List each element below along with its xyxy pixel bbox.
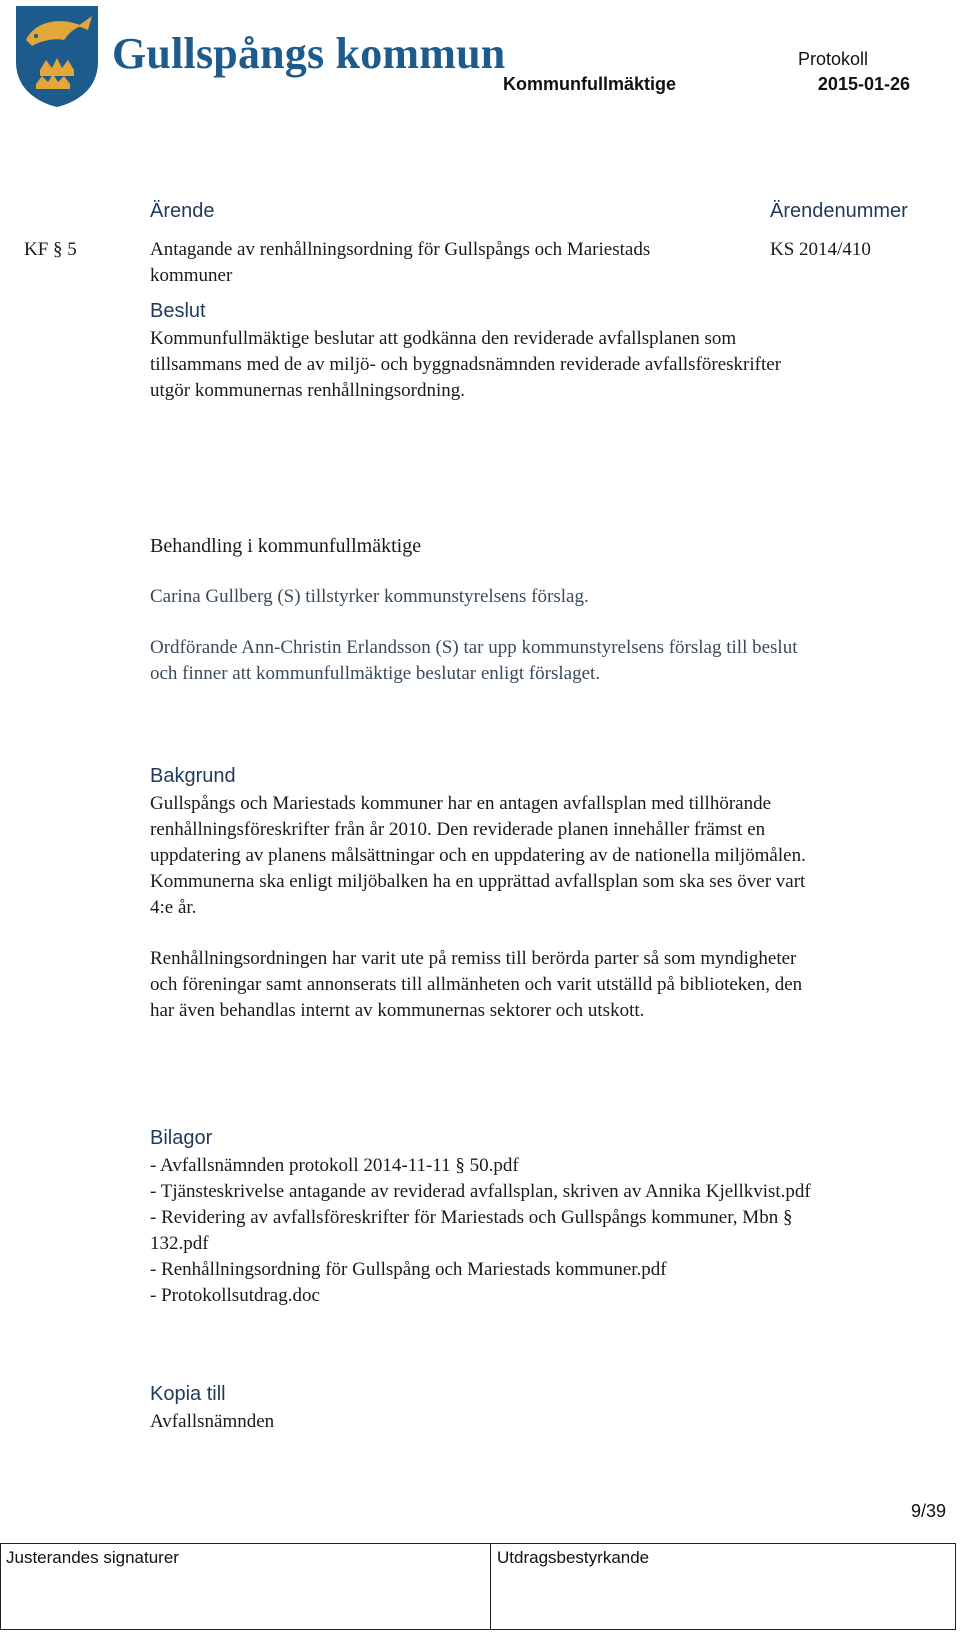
attachment-item: - Tjänsteskrivelse antagande av reviderad avfallsplan, skriven av Annika Kjellkvist.pdf	[150, 1181, 811, 1202]
text-line: Kommunfullmäktige beslutar att godkänna den reviderade avfallsplanen som	[150, 328, 737, 349]
behandling-heading: Behandling i kommunfullmäktige	[150, 535, 422, 557]
coat-of-arms-icon	[12, 4, 102, 108]
text-line: Kommunerna ska enligt miljöbalken ha en upprättad avfallsplan som ska ses över vart	[150, 871, 806, 892]
text-line: och finner att kommunfullmäktige beslutar enligt förslaget.	[150, 663, 601, 684]
case-number: KS 2014/410	[770, 239, 871, 260]
text-line: Ordförande Ann-Christin Erlandsson (S) tar upp kommunstyrelsens förslag till beslut	[150, 637, 798, 658]
bakgrund-para2	[150, 946, 920, 1024]
behandling-para1: Carina Gullberg (S) tillstyrker kommunstyrelsens förslag.	[150, 586, 589, 607]
kopia-heading: Kopia till	[150, 1383, 226, 1405]
beslut-heading: Beslut	[150, 300, 206, 322]
document-type: Protokoll	[797, 49, 868, 69]
text-line: Gullspångs och Mariestads kommuner har en antagen avfallsplan med tillhörande	[150, 793, 772, 814]
text-line: Renhållningsordningen har varit ute på remiss till berörda parter så som myndigheter	[150, 948, 797, 969]
attachment-item: - Revidering av avfallsföreskrifter för Mariestads och Gullspångs kommuner, Mbn §	[150, 1207, 793, 1228]
text-line: har även behandlas internt av kommunernas sektorer och utskott.	[150, 1000, 645, 1021]
bilagor-heading: Bilagor	[150, 1127, 213, 1149]
attachment-item: - Renhållningsordning för Gullspång och Mariestads kommuner.pdf	[150, 1259, 667, 1280]
text-line: utgör kommunernas renhållningsordning.	[150, 380, 466, 401]
signature-divider	[490, 1543, 491, 1630]
bilagor-list	[150, 1153, 920, 1309]
attachment-item: 132.pdf	[150, 1233, 209, 1254]
meeting-date: 2015-01-26	[817, 74, 910, 94]
case-title	[150, 237, 650, 289]
signature-label-right: Utdragsbestyrkande	[497, 1548, 650, 1567]
behandling-para2	[150, 635, 920, 687]
text-line: renhållningsföreskrifter från år 2010. Den reviderade planen innehåller främst en	[150, 819, 766, 840]
committee-name: Kommunfullmäktige	[503, 74, 677, 94]
case-title-line: kommuner	[150, 265, 233, 286]
attachment-item: - Avfallsnämnden protokoll 2014-11-11 § 50.pdf	[150, 1155, 519, 1176]
kopia-recipient: Avfallsnämnden	[150, 1411, 275, 1432]
text-line: 4:e år.	[150, 897, 197, 918]
paragraph-number: KF § 5	[24, 239, 77, 260]
attachment-item: - Protokollsutdrag.doc	[150, 1285, 320, 1306]
page-number: 9/39	[910, 1501, 946, 1521]
arende-label: Ärende	[150, 200, 215, 222]
text-line: tillsammans med de av miljö- och byggnadsnämnden reviderade avfallsföreskrifter	[150, 354, 782, 375]
text-line: uppdatering av planens målsättningar och en uppdatering av de nationella miljömålen.	[150, 845, 806, 866]
bakgrund-para1	[150, 791, 920, 921]
arendenummer-label: Ärendenummer	[770, 200, 908, 222]
signature-label-left: Justerandes signaturer	[6, 1548, 179, 1567]
case-title-line: Antagande av renhållningsordning för Gullspångs och Mariestads	[150, 239, 651, 260]
beslut-text	[150, 326, 920, 404]
bakgrund-heading: Bakgrund	[150, 765, 236, 787]
text-line: och föreningar samt annonserats till allmänheten och varit utställd på biblioteken, den	[150, 974, 803, 995]
logo-wordmark: Gullspångs kommun	[112, 29, 506, 78]
